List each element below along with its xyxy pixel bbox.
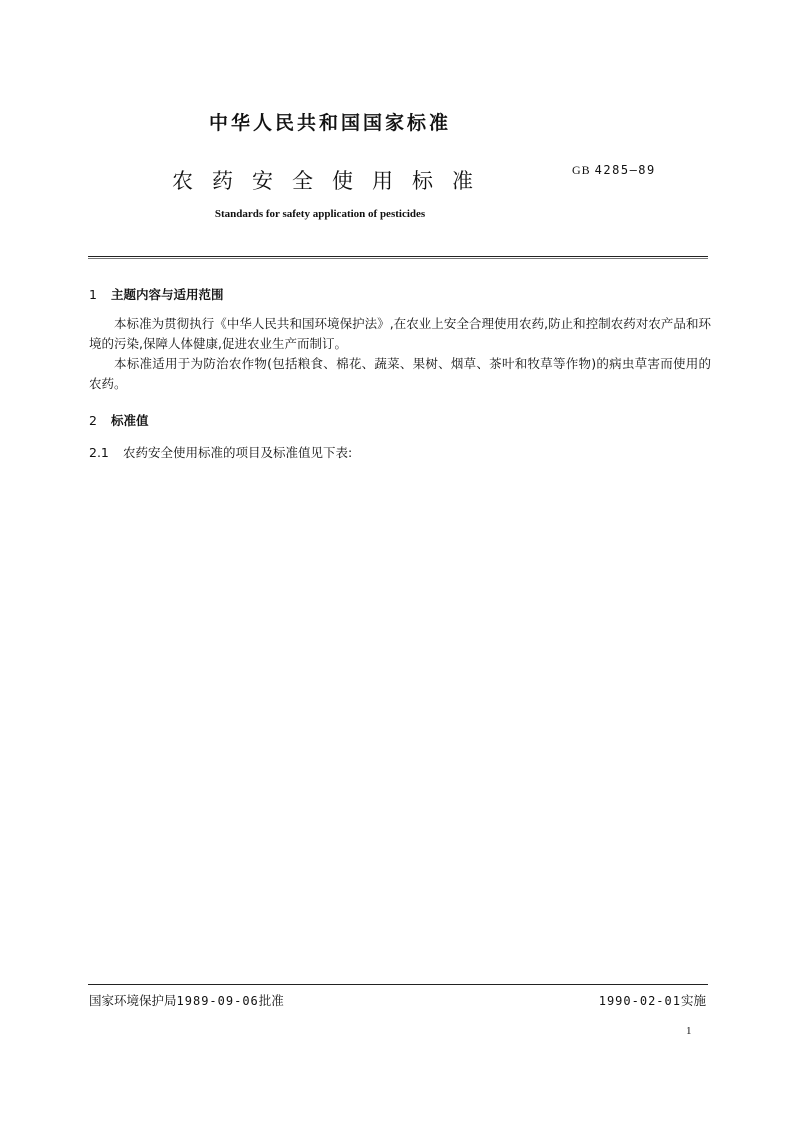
standard-code-number: 4285—89 — [594, 163, 656, 177]
english-subtitle: Standards for safety application of pesticides — [214, 208, 426, 220]
approval-label: 批准 — [258, 993, 284, 1008]
effective-label: 实施 — [680, 993, 706, 1008]
approval-date: 1989-09-06 — [176, 994, 259, 1008]
section-1-paragraph-2: 本标准适用于为防治农作物(包括粮食、棉花、蔬菜、果树、烟草、茶叶和牧草等作物)的病虫草害而使用的农药。 — [89, 356, 711, 391]
footer-divider — [88, 984, 708, 985]
approval-line — [89, 991, 284, 1009]
issuer: 国家环境保护局 — [89, 993, 177, 1008]
effective-date: 1990-02-01 — [598, 994, 681, 1008]
section-1-number: 1 — [89, 287, 97, 302]
page-number: 1 — [686, 1025, 692, 1037]
section-2-number: 2 — [89, 413, 97, 428]
section-2-heading — [89, 411, 149, 429]
clause-2-1-number: 2.1 — [89, 445, 109, 460]
clause-2-1-text: 农药安全使用标准的项目及标准值见下表: — [123, 445, 353, 460]
national-standard-heading: 中华人民共和国国家标准 — [208, 112, 451, 134]
section-2-title: 标准值 — [111, 413, 149, 428]
document-title: 农药安全使用标准 — [172, 169, 492, 193]
clause-2-1 — [89, 443, 352, 461]
effective-line — [599, 991, 706, 1009]
header-divider-secondary — [88, 258, 708, 259]
standard-code — [572, 163, 656, 178]
header-divider — [88, 256, 708, 257]
section-1-heading — [89, 285, 224, 303]
section-1-paragraph-1: 本标准为贯彻执行《中华人民共和国环境保护法》,在农业上安全合理使用农药,防止和控制农药对农产品和环境的污染,保障人体健康,促进农业生产而制订。 — [89, 316, 711, 351]
section-1-title: 主题内容与适用范围 — [111, 287, 224, 302]
standard-code-prefix: GB — [572, 163, 591, 177]
